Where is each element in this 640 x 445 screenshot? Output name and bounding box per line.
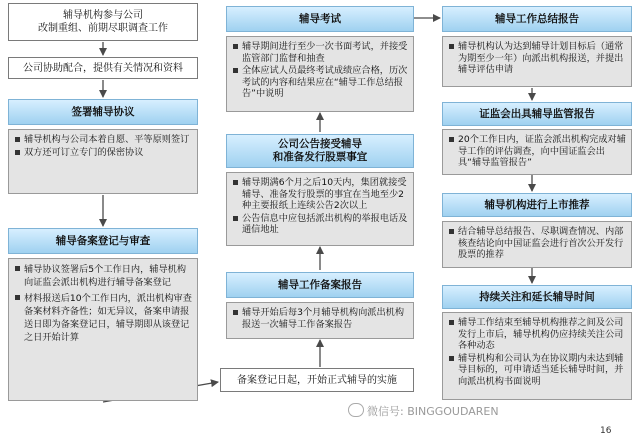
sign-agreement-body <box>8 129 198 194</box>
continue-attention-title: 持续关注和延长辅导时间 <box>442 285 632 309</box>
listing-recommend-body <box>442 221 632 268</box>
continue-attention-item: 辅导工作结束至辅导机构推荐之间及公司发行上市后，辅导机构仍应持续关注公司各种动态 <box>458 317 627 352</box>
start-formal-tutoring-box: 备案登记日起，开始正式辅导的实施 <box>220 368 414 392</box>
sign-agreement-item: 辅导机构与公司本着自愿、平等原则签订 <box>24 134 193 146</box>
wechat-icon <box>348 403 364 417</box>
col1-assist-box: 公司协助配合，提供有关情况和资料 <box>8 57 198 79</box>
continue-attention-item: 辅导机构和公司认为在协议期内未达到辅导目标的，可申请适当延长辅导时间，并向派出机构书面说明 <box>458 353 627 388</box>
page-number: 16 <box>600 426 612 436</box>
listing-recommend-item: 结合辅导总结报告、尽职调查情况、内部核查结论向中国证监会进行首次公开发行股票的推荐 <box>458 226 627 261</box>
exam-item: 全体应试人员最终考试成绩应合格，历次考试的内容和结果应在“辅导工作总结报告”中说明 <box>242 65 408 100</box>
continue-attention-body <box>442 312 632 400</box>
filing-review-title: 辅导备案登记与审查 <box>8 228 198 254</box>
sign-agreement-item: 双方还可订立专门的保密协议 <box>24 147 193 159</box>
work-report-body <box>226 302 414 339</box>
work-report-title: 辅导工作备案报告 <box>226 272 414 298</box>
announce-body <box>226 172 414 246</box>
announce-item: 辅导期满6个月之后10天内，集团就接受辅导、准备发行股票的事宜在当地至少2种主要报纸上连续公告2次以上 <box>242 177 409 212</box>
announce-title: 公司公告接受辅导 和准备发行股票事宜 <box>226 134 414 168</box>
exam-item: 辅导期间进行至少一次书面考试，并接受监管部门监督和抽查 <box>242 41 408 64</box>
exam-title: 辅导考试 <box>226 6 414 32</box>
sign-agreement-title: 签署辅导协议 <box>8 99 198 125</box>
regulator-report-item: 20个工作日内，证监会派出机构完成对辅导工作的评估调查，向中国证监会出具“辅导监管报告” <box>458 134 626 169</box>
regulator-report-title: 证监会出具辅导监管报告 <box>442 102 632 126</box>
filing-review-body <box>8 258 198 401</box>
wechat-id-text: 微信号: BINGGOUDAREN <box>367 405 499 418</box>
listing-recommend-title: 辅导机构进行上市推荐 <box>442 193 632 217</box>
exam-body <box>226 36 414 112</box>
summary-report-body <box>442 36 632 87</box>
regulator-report-body <box>442 129 632 175</box>
summary-report-item: 辅导机构认为达到辅导计划目标后（通常为期至少一年）向派出机构报送，并提出辅导评估申请 <box>458 41 627 76</box>
filing-review-item: 辅导协议签署后5个工作日内，辅导机构向证监会派出机构进行辅导备案登记 <box>24 263 193 289</box>
announce-item: 公告信息中应包括派出机构的举报电话及通信地址 <box>242 212 408 236</box>
summary-report-title: 辅导工作总结报告 <box>442 6 632 32</box>
filing-review-item: 材料报送后10个工作日内，派出机构审查备案材料齐备性；如无异议，备案申请报送日即为备案登记日，辅导期即从该登记之日开始计算 <box>24 293 192 343</box>
col1-top-box: 辅导机构参与公司 改制重组、前期尽职调查工作 <box>8 3 198 41</box>
wechat-watermark <box>348 403 499 419</box>
work-report-item: 辅导开始后每3个月辅导机构向派出机构报送一次辅导工作备案报告 <box>242 307 409 330</box>
